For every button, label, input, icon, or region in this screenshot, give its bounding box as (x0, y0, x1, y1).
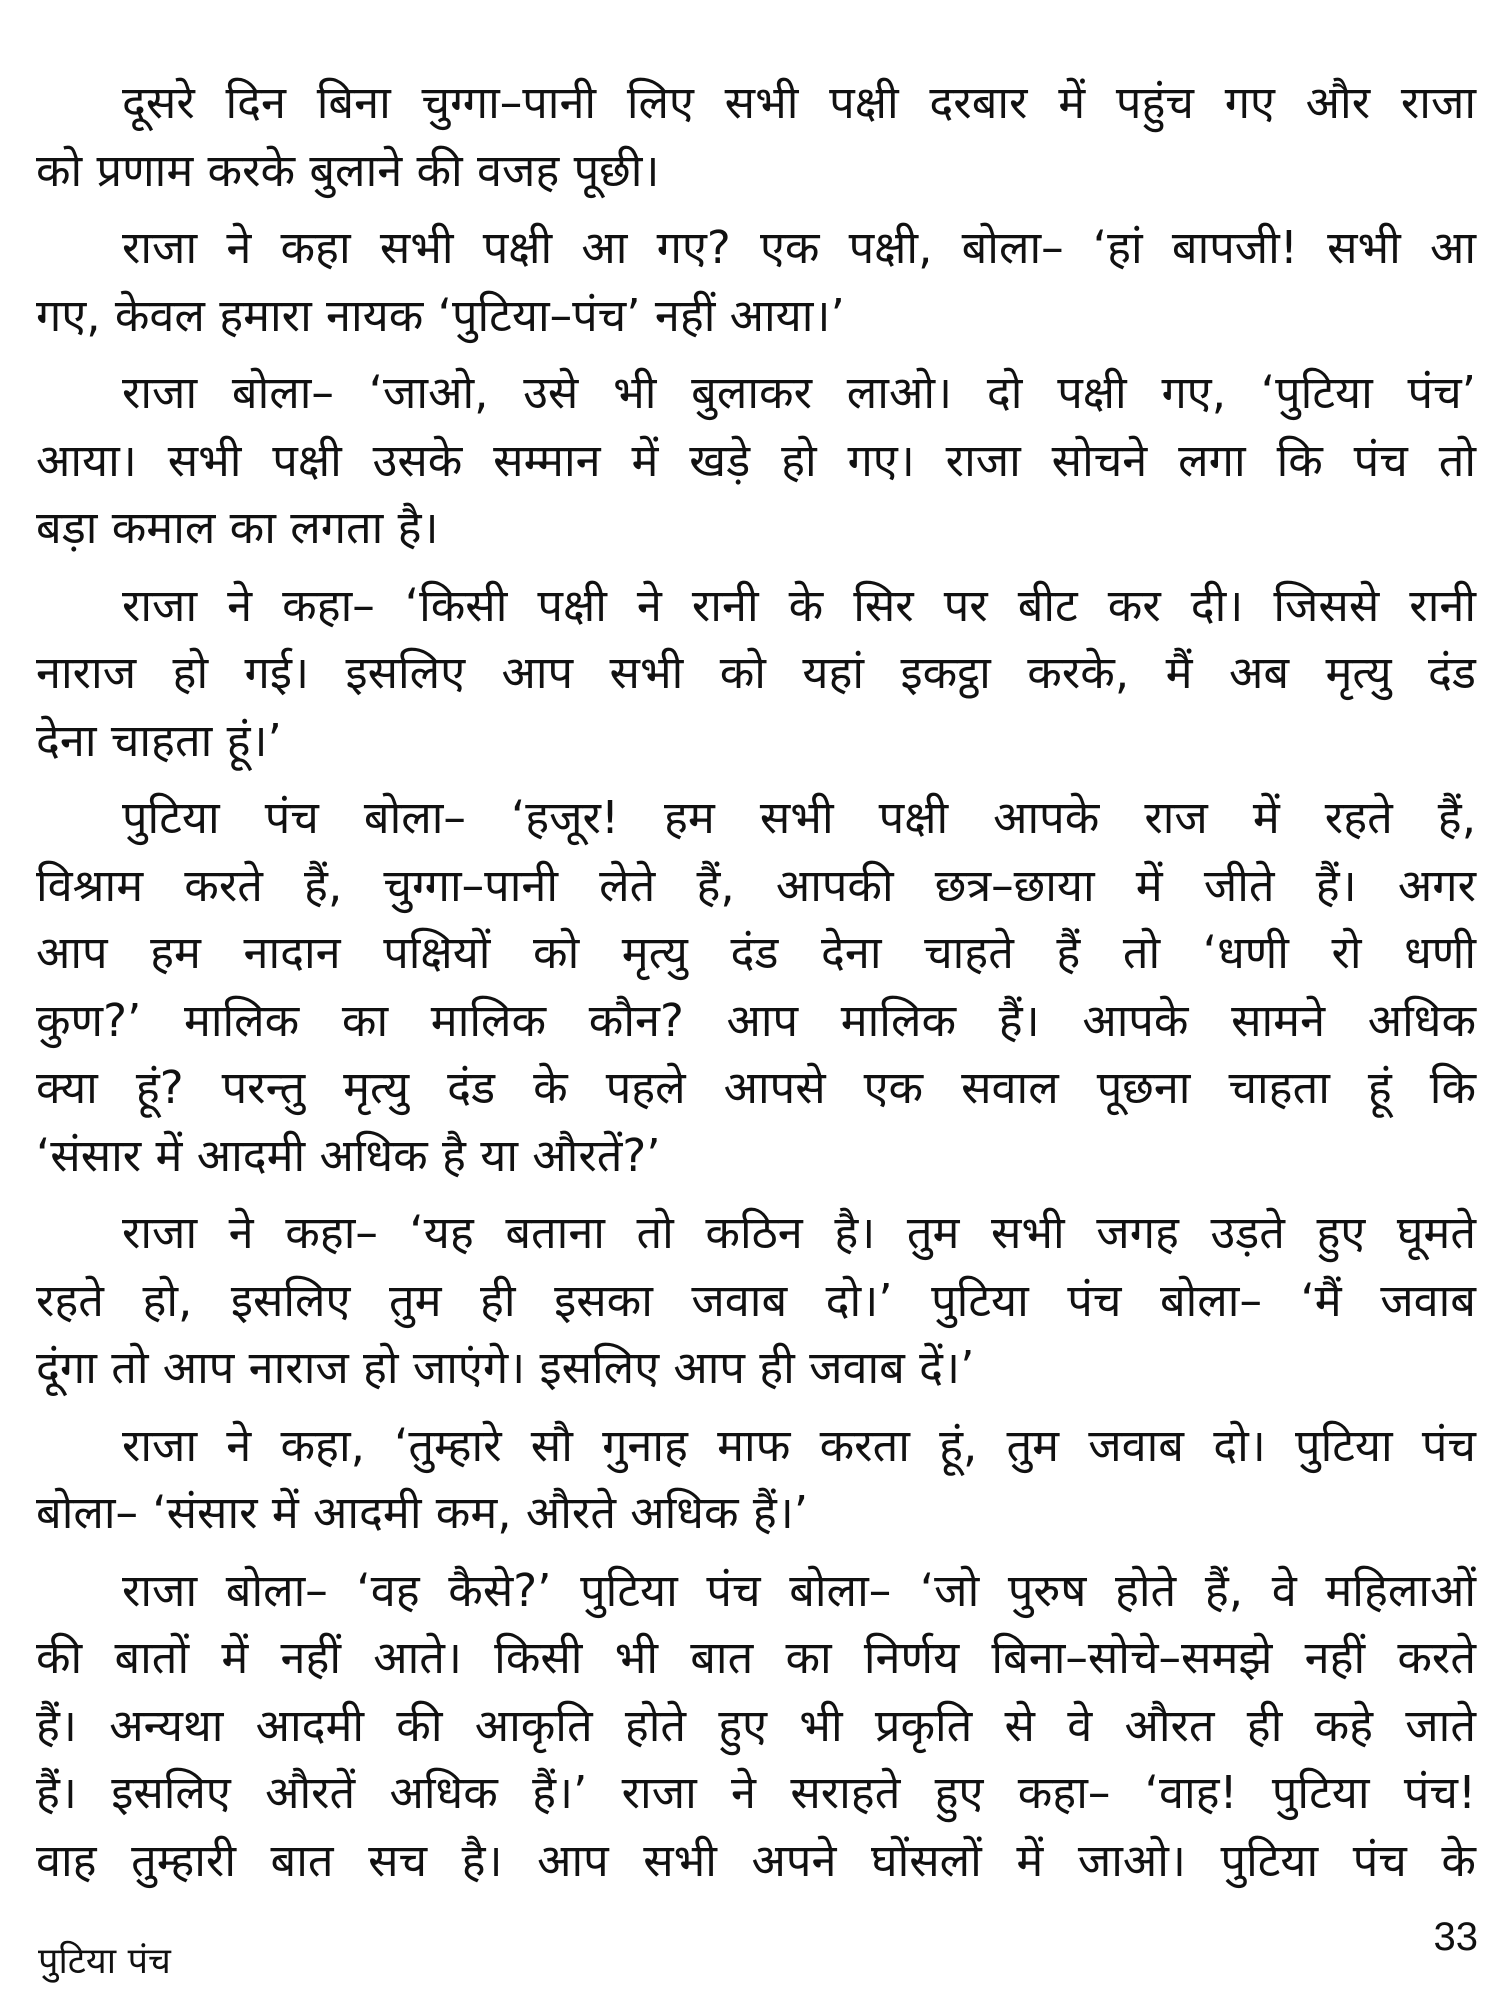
text-line: ‘संसार में आदमी अधिक है या औरतें?’ (36, 1128, 661, 1182)
text-line: पुटिया पंच बोला– ‘हजूर! हम सभी पक्षी आपके राज में रहते हैं, (122, 791, 1476, 844)
text-line: बोला– ‘संसार में आदमी कम, औरते अधिक हैं।’ (36, 1486, 809, 1539)
text-line: की बातों में नहीं आते। किसी भी बात का निर्णय बिना–सोचे–समझे नहीं करते (36, 1631, 1476, 1684)
text-line: क्या हूं? परन्तु मृत्यु दंड के पहले आपसे एक सवाल पूछना चाहता हूं कि (36, 1061, 1476, 1114)
paragraph (36, 1199, 1476, 1402)
paragraph (36, 69, 1476, 204)
text-line: राजा ने कहा सभी पक्षी आ गए? एक पक्षी, बोला– ‘हां बापजी! सभी आ (122, 221, 1476, 274)
text-line: देना चाहता हूं।’ (36, 713, 282, 767)
body-text (36, 69, 1476, 1904)
text-line: गए, केवल हमारा नायक ‘पुटिया–पंच’ नहीं आया।’ (36, 288, 845, 342)
paragraph (36, 1412, 1476, 1547)
paragraph (36, 214, 1476, 349)
paragraph (36, 359, 1476, 562)
page-number: 33 (1433, 1915, 1478, 1959)
text-line: वाह तुम्हारी बात सच है। आप सभी अपने घोंसलों में जाओ। पुटिया पंच के (36, 1833, 1476, 1887)
text-line: राजा ने कहा, ‘तुम्हारे सौ गुनाह माफ करता हूं, तुम जवाब दो। पुटिया पंच (122, 1418, 1476, 1472)
text-line: राजा बोला– ‘जाओ, उसे भी बुलाकर लाओ। दो पक्षी गए, ‘पुटिया पंच’ (122, 366, 1476, 419)
text-line: विश्राम करते हैं, चुग्गा–पानी लेते हैं, आपकी छत्र–छाया में जीते हैं। अगर (36, 858, 1476, 912)
text-line: राजा ने कहा– ‘किसी पक्षी ने रानी के सिर पर बीट कर दी। जिससे रानी (122, 578, 1476, 632)
text-line: रहते हो, इसलिए तुम ही इसका जवाब दो।’ पुटिया पंच बोला– ‘मैं जवाब (36, 1273, 1476, 1327)
text-line: आप हम नादान पक्षियों को मृत्यु दंड देना चाहते हैं तो ‘धणी रो धणी (36, 926, 1476, 979)
text-line: बड़ा कमाल का लगता है। (36, 501, 439, 554)
text-line: राजा बोला– ‘वह कैसे?’ पुटिया पंच बोला– ‘जो पुरुष होते हैं, वे महिलाओं (122, 1563, 1476, 1617)
paragraph (36, 784, 1476, 1189)
text-line: दूसरे दिन बिना चुग्गा–पानी लिए सभी पक्षी दरबार में पहुंच गए और राजा (122, 76, 1476, 129)
text-line: कुण?’ मालिक का मालिक कौन? आप मालिक हैं। आपके सामने अधिक (36, 993, 1476, 1047)
text-line: राजा ने कहा– ‘यह बताना तो कठिन है। तुम सभी जगह उड़ते हुए घूमते (122, 1206, 1476, 1259)
text-line: दूंगा तो आप नाराज हो जाएंगे। इसलिए आप ही जवाब दें।’ (36, 1341, 975, 1394)
text-line: को प्रणाम करके बुलाने की वजह पूछी। (36, 143, 660, 197)
paragraph (36, 572, 1476, 775)
running-footer-title: पुटिया पंच (38, 1941, 171, 1982)
paragraph (36, 1557, 1476, 1895)
text-line: नाराज हो गई। इसलिए आप सभी को यहां इकट्ठा करके, मैं अब मृत्यु दंड (36, 646, 1476, 699)
text-line: हैं। इसलिए औरतें अधिक हैं।’ राजा ने सराहते हुए कहा– ‘वाह! पुटिया पंच! (36, 1766, 1476, 1819)
text-line: हैं। अन्यथा आदमी की आकृति होते हुए भी प्रकृति से वे औरत ही कहे जाते (36, 1698, 1476, 1752)
text-line: आया। सभी पक्षी उसके सम्मान में खड़े हो गए। राजा सोचने लगा कि पंच तो (36, 433, 1476, 487)
